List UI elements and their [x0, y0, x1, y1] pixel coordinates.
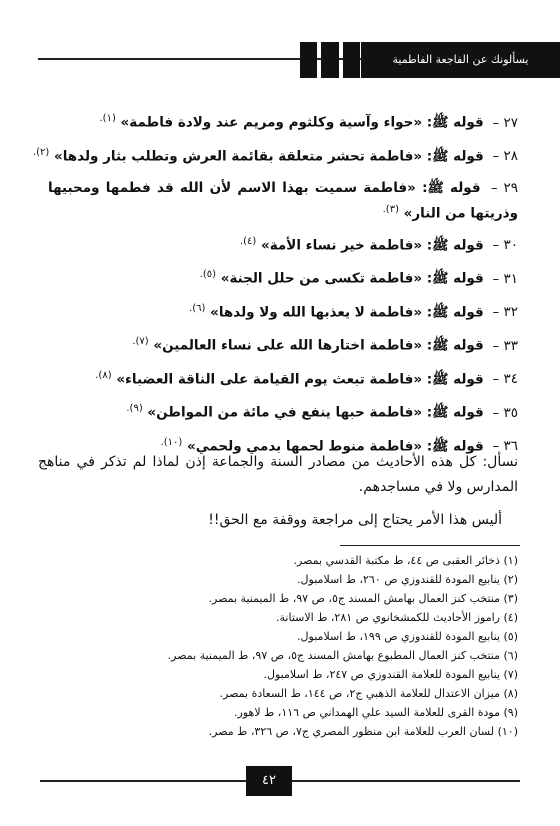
hadith-item: ٢٩ – قوله ﷺ: «فاطمة سميت بهذا الاسم لأن الله قد فطمها ومحبيها وذريتها من النار» $^{(٣).}$ — [48, 180, 519, 222]
footnote: (٢) ينابيع المودة للقندوزي ص ٢٦٠، ط اسلامبول. — [297, 573, 518, 586]
page-footer — [0, 766, 560, 796]
footnote: (٨) ميزان الاعتدال للعلامة الذهبي ج٢، ص ١٤٤، ط السعادة بمصر. — [219, 687, 518, 700]
hadith-item: ٣٣ – قوله ﷺ: «فاطمة اختارها الله على نساء العالمين» $^{(٧).}$ — [132, 336, 518, 354]
footnote: (١) ذخائر العقبى ص ٤٤، ط مكتبة القدسي بمصر. — [293, 554, 518, 567]
hadith-item: ٣٦ – قوله ﷺ: «فاطمة منوط لحمها بدمي ولحمي» $^{(١٠).}$ — [160, 436, 518, 454]
hadith-item: ٣٥ – قوله ﷺ: «فاطمة حبها ينفع في مائة من المواطن» $^{(٩).}$ — [126, 403, 518, 421]
footnote: (٩) مودة القرى للعلامة السيد علي الهمداني ص ١١٦، ط لاهور. — [234, 706, 518, 719]
hadith-item: ٣٠ – قوله ﷺ: «فاطمة خير نساء الأمة» $^{(٤).}$ — [239, 235, 518, 253]
body-paragraph: نسأل: كل هذه الأحاديث من مصادر السنة والجماعة إذن لماذا لم تذكر في مناهج المدارس ولا في مساجدهم. — [38, 454, 518, 495]
hadith-item: ٣٤ – قوله ﷺ: «فاطمة تبعث يوم القيامة على الناقة العضباء» $^{(٨).}$ — [95, 369, 518, 387]
header-bars — [300, 42, 360, 78]
hadith-list — [32, 104, 519, 461]
page-number: ٤٢ — [246, 766, 292, 796]
footnote: (٧) ينابيع المودة للعلامة القندوزي ص ٢٤٧، ط اسلامبول. — [263, 668, 518, 681]
footnote: (٥) ينابيع المودة للقندوزي ص ١٩٩، ط اسلامبول. — [297, 630, 518, 643]
footnote: (٦) منتخب كنز العمال المطبوع بهامش المسند ج٥، ص ٩٧، ط الميمنية بمصر. — [167, 649, 518, 662]
closing-question: أليس هذا الأمر يحتاج إلى مراجعة ووقفة مع الحق!! — [208, 512, 502, 528]
running-title: يسألونك عن الفاجعة الفاطمية — [361, 42, 560, 78]
footnote: (٣) منتخب كنز العمال بهامش المسند ج٥، ص ٩٧، ط الميمنية بمصر. — [208, 592, 518, 605]
footnote-list — [48, 551, 518, 741]
hadith-item: ٣٢ – قوله ﷺ: «فاطمة لا يعذبها الله ولا ولدها» $^{(٦).}$ — [189, 302, 518, 320]
hadith-item: ٢٧ – قوله ﷺ: «حواء وآسية وكلثوم ومريم عند ولادة فاطمة» $^{(١).}$ — [99, 113, 518, 131]
hadith-item: ٢٨ – قوله ﷺ: «فاطمة تحشر متعلقة بقائمة العرش وتطلب بثار ولدها» $^{(٢).}$ — [32, 146, 518, 164]
footnote-divider — [340, 545, 520, 546]
footnote: (٤) راموز الأحاديث للكمشخانوي ص ٢٨١، ط الاستانة. — [276, 611, 518, 624]
hadith-item: ٣١ – قوله ﷺ: «فاطمة تكسى من حلل الجنة» $^{(٥).}$ — [199, 269, 518, 287]
running-header — [0, 42, 560, 78]
footnote: (١٠) لسان العرب للعلامة ابن منظور المصري ج٧، ص ٣٢٦، ط مصر. — [208, 725, 518, 738]
